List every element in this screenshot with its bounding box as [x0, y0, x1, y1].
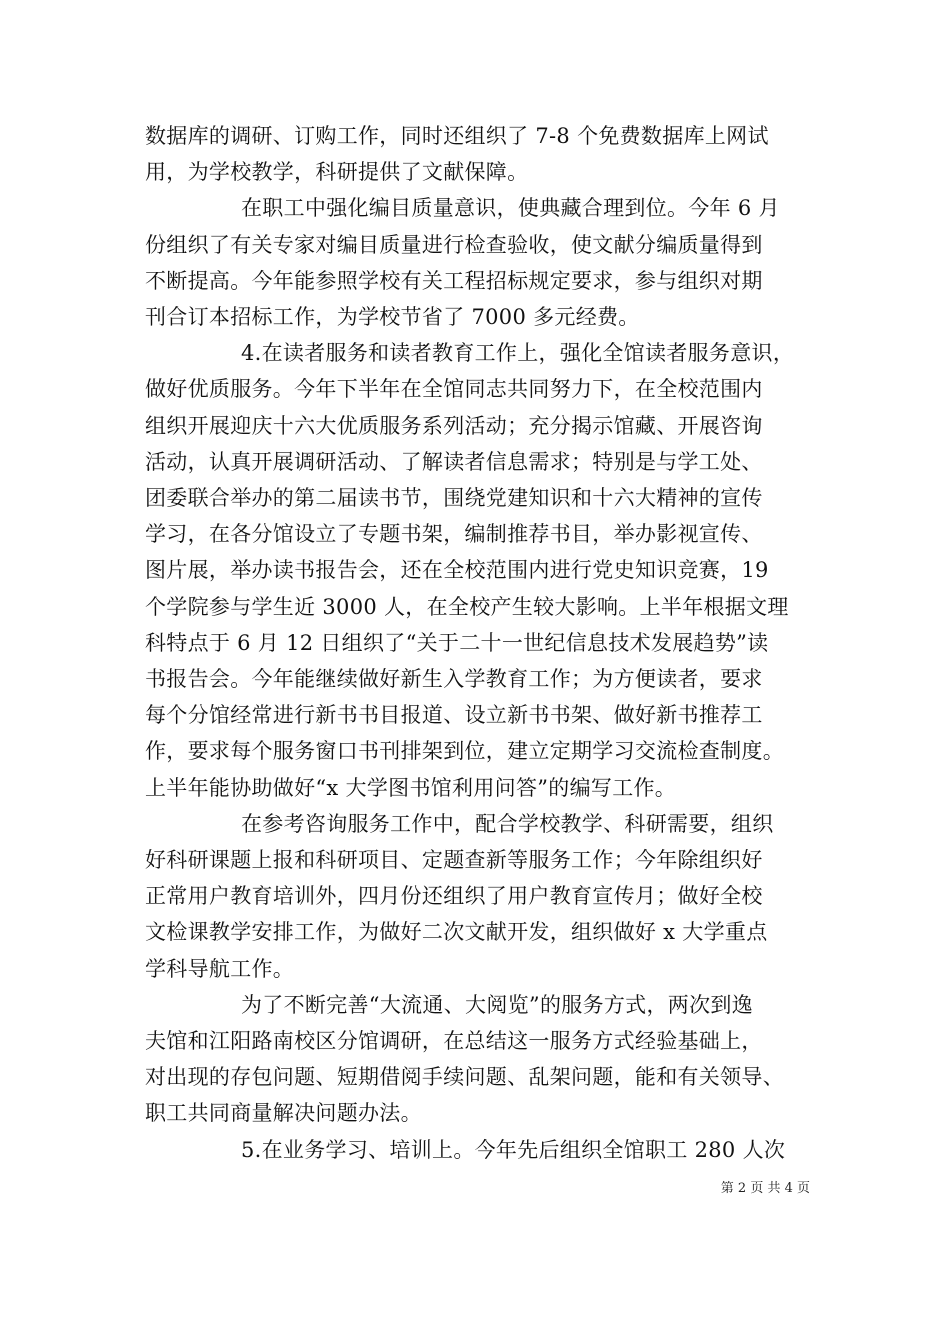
text-line: 在参考咨询服务工作中，配合学校教学、科研需要，组织: [241, 811, 774, 836]
text-line: 每个分馆经常进行新书书目报道、设立新书书架、做好新书推荐工: [145, 703, 763, 728]
text-line: 做好优质服务。今年下半年在全馆同志共同努力下，在全校范围内: [145, 377, 763, 402]
text-line: 为了不断完善“大流通、大阅览”的服务方式，两次到逸: [241, 992, 753, 1017]
text-line: 活动，认真开展调研活动、了解读者信息需求；特别是与学工处、: [145, 449, 763, 474]
text-line: 书报告会。今年能继续做好新生入学教育工作；为方便读者，要求: [145, 667, 763, 692]
text-line: 夫馆和江阳路南校区分馆调研，在总结这一服务方式经验基础上，: [145, 1029, 763, 1054]
text-line: 刊合订本招标工作，为学校节省了 7000 多元经费。: [145, 305, 640, 330]
document-body: [145, 118, 810, 1168]
text-line: 用，为学校教学，科研提供了文献保障。: [145, 160, 529, 185]
text-line: 份组织了有关专家对编目质量进行检查验收，使文献分编质量得到: [145, 232, 763, 257]
text-line: 图片展，举办读书报告会，还在全校范围内进行党史知识竞赛，19: [145, 558, 769, 583]
text-line: 职工共同商量解决问题办法。: [145, 1101, 422, 1126]
text-line: 学习，在各分馆设立了专题书架，编制推荐书目，举办影视宣传、: [145, 522, 763, 547]
text-line: 数据库的调研、订购工作，同时还组织了 7-8 个免费数据库上网试: [145, 124, 769, 148]
text-line: 不断提高。今年能参照学校有关工程招标规定要求，参与组织对期: [145, 268, 763, 293]
text-line: 学科导航工作。: [145, 956, 295, 981]
text-line: 5.在业务学习、培训上。今年先后组织全馆职工 280 人次: [241, 1137, 786, 1162]
text-line: 在职工中强化编目质量意识，使典藏合理到位。今年 6 月: [241, 196, 780, 221]
page-number-footer: 第 2 页 共 4 页: [720, 1181, 810, 1196]
text-line: 好科研课题上报和科研项目、定题查新等服务工作；今年除组织好: [145, 848, 763, 873]
text-line: 个学院参与学生近 3000 人，在全校产生较大影响。上半年根据文理: [145, 594, 789, 619]
text-line: 文检课教学安排工作，为做好二次文献开发，组织做好 x 大学重点: [145, 920, 768, 945]
text-line: 对出现的存包问题、短期借阅手续问题、乱架问题，能和有关领导、: [145, 1065, 784, 1090]
text-line: 正常用户教育培训外，四月份还组织了用户教育宣传月；做好全校: [145, 884, 763, 909]
text-line: 4.在读者服务和读者教育工作上，强化全馆读者服务意识，: [241, 341, 795, 366]
text-line: 科特点于 6 月 12 日组织了“关于二十一世纪信息技术发展趋势”读: [145, 630, 769, 655]
text-line: 上半年能协助做好“x 大学图书馆利用问答”的编写工作。: [145, 775, 677, 800]
text-line: 组织开展迎庆十六大优质服务系列活动；充分揭示馆藏、开展咨询: [145, 413, 763, 438]
text-line: 作，要求每个服务窗口书刊排架到位，建立定期学习交流检查制度。: [145, 739, 784, 764]
text-line: 团委联合举办的第二届读书节，围绕党建知识和十六大精神的宣传: [145, 486, 763, 511]
